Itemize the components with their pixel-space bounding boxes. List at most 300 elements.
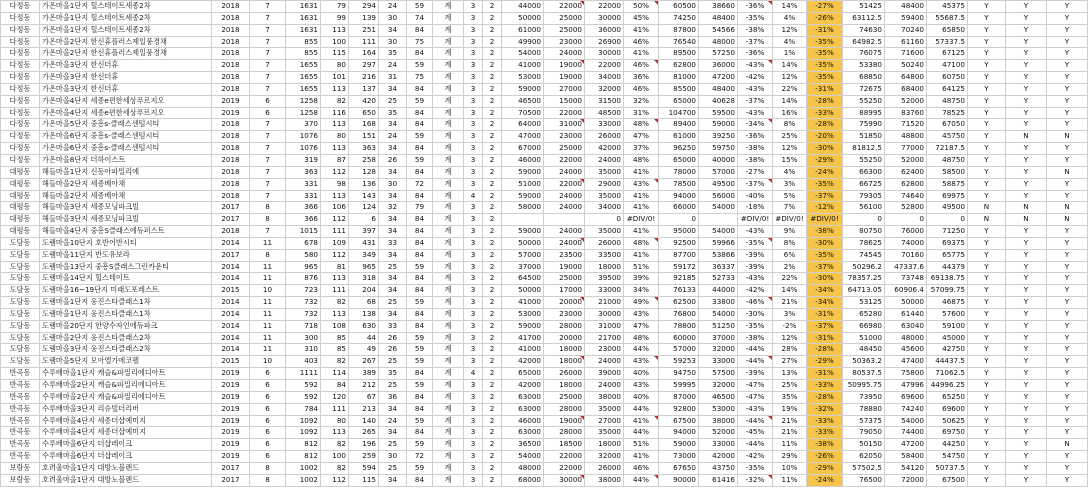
grid-cell[interactable]: 2014 [212, 344, 250, 356]
grid-cell[interactable]: -35% [807, 60, 843, 72]
grid-cell[interactable]: 22000 [544, 178, 585, 190]
grid-cell[interactable]: 2014 [212, 297, 250, 309]
grid-cell[interactable]: 104700 [659, 107, 699, 119]
grid-cell[interactable]: -43% [738, 60, 773, 72]
grid-cell[interactable]: Y [968, 249, 1006, 261]
grid-cell[interactable]: 6 [250, 427, 286, 439]
grid-cell[interactable]: 36000 [585, 24, 624, 36]
grid-cell[interactable]: 다정동 [1, 1, 40, 13]
grid-cell[interactable]: 59000 [699, 119, 738, 131]
grid-cell[interactable]: 30 [379, 12, 407, 24]
grid-cell[interactable]: 78625 [843, 237, 885, 249]
grid-cell[interactable]: -37% [738, 95, 773, 107]
grid-cell[interactable]: 78880 [843, 403, 885, 415]
grid-cell[interactable]: 64500 [502, 273, 544, 285]
grid-cell[interactable]: 3 [464, 249, 483, 261]
grid-cell[interactable]: 수루배마을3단지 리슈빌더리버 [40, 403, 212, 415]
grid-cell[interactable]: 112 [321, 249, 349, 261]
grid-cell[interactable]: 계 [433, 24, 464, 36]
grid-cell[interactable]: 34 [379, 308, 407, 320]
grid-cell[interactable]: N [968, 202, 1006, 214]
grid-cell[interactable]: 계 [433, 474, 464, 486]
grid-cell[interactable]: 128 [349, 166, 379, 178]
grid-cell[interactable]: -36% [738, 1, 773, 13]
grid-cell[interactable]: 48750 [927, 154, 968, 166]
grid-cell[interactable]: 397 [349, 226, 379, 238]
grid-cell[interactable]: 41% [624, 166, 659, 178]
grid-cell[interactable]: 반곡동 [1, 380, 40, 392]
grid-cell[interactable]: 46% [624, 60, 659, 72]
grid-cell[interactable]: 1258 [286, 95, 321, 107]
grid-cell[interactable]: 25 [379, 95, 407, 107]
grid-cell[interactable]: 59 [407, 261, 433, 273]
grid-cell[interactable]: 65850 [927, 24, 968, 36]
grid-cell[interactable]: 57000 [502, 249, 544, 261]
grid-cell[interactable]: 7 [250, 154, 286, 166]
grid-cell[interactable]: Y [1006, 48, 1047, 60]
grid-cell[interactable]: 50363.2 [843, 356, 885, 368]
grid-cell[interactable]: -31% [807, 368, 843, 380]
grid-cell[interactable]: 31000 [544, 119, 585, 131]
grid-cell[interactable]: 63000 [502, 391, 544, 403]
grid-cell[interactable]: 81 [321, 261, 349, 273]
grid-cell[interactable]: 35000 [585, 166, 624, 178]
grid-cell[interactable]: 18000 [585, 439, 624, 451]
grid-cell[interactable]: 84 [407, 308, 433, 320]
grid-cell[interactable]: 84 [407, 285, 433, 297]
grid-cell[interactable]: 8% [773, 119, 807, 131]
grid-cell[interactable]: 10 [250, 356, 286, 368]
grid-cell[interactable]: 44% [624, 427, 659, 439]
grid-cell[interactable]: 20000 [544, 332, 585, 344]
grid-cell[interactable]: 21% [773, 297, 807, 309]
grid-cell[interactable]: 113 [321, 273, 349, 285]
grid-cell[interactable]: 46% [624, 36, 659, 48]
grid-cell[interactable]: 258 [349, 154, 379, 166]
grid-cell[interactable]: 2018 [212, 166, 250, 178]
grid-cell[interactable]: 84 [407, 474, 433, 486]
grid-cell[interactable]: 62800 [659, 60, 699, 72]
grid-cell[interactable]: Y [968, 131, 1006, 143]
grid-cell[interactable]: 11 [250, 261, 286, 273]
grid-cell[interactable]: 17000 [544, 285, 585, 297]
grid-cell[interactable]: 79305 [843, 190, 885, 202]
grid-cell[interactable]: Y [1047, 48, 1088, 60]
grid-cell[interactable]: 54000 [502, 48, 544, 60]
grid-cell[interactable]: 1092 [286, 415, 321, 427]
grid-cell[interactable]: -2% [773, 320, 807, 332]
grid-cell[interactable]: 370 [286, 119, 321, 131]
grid-cell[interactable]: -28% [807, 119, 843, 131]
grid-cell[interactable]: 85 [321, 344, 349, 356]
grid-cell[interactable]: 41000 [502, 297, 544, 309]
grid-cell[interactable]: -43% [738, 83, 773, 95]
grid-cell[interactable]: 45600 [885, 344, 927, 356]
grid-cell[interactable]: 46000 [502, 154, 544, 166]
grid-cell[interactable]: 계 [433, 273, 464, 285]
grid-cell[interactable]: 계 [433, 356, 464, 368]
grid-cell[interactable]: 3 [464, 356, 483, 368]
grid-cell[interactable]: 47000 [502, 131, 544, 143]
grid-cell[interactable]: 2 [483, 344, 502, 356]
grid-cell[interactable]: 18500 [544, 439, 585, 451]
grid-cell[interactable]: 26000 [585, 462, 624, 474]
grid-cell[interactable]: 19000 [544, 261, 585, 273]
grid-cell[interactable]: -26% [807, 12, 843, 24]
grid-cell[interactable]: 53866 [699, 249, 738, 261]
grid-cell[interactable]: 2018 [212, 131, 250, 143]
grid-cell[interactable]: 2015 [212, 356, 250, 368]
grid-cell[interactable]: 115 [321, 48, 349, 60]
grid-cell[interactable]: 41700 [502, 332, 544, 344]
grid-cell[interactable]: 267 [349, 356, 379, 368]
grid-cell[interactable]: -29% [807, 356, 843, 368]
grid-cell[interactable]: 50150 [843, 439, 885, 451]
grid-cell[interactable]: Y [1006, 190, 1047, 202]
grid-cell[interactable]: 24 [379, 1, 407, 13]
grid-cell[interactable]: 2014 [212, 308, 250, 320]
grid-cell[interactable]: Y [1047, 451, 1088, 463]
grid-cell[interactable]: 23000 [544, 131, 585, 143]
grid-cell[interactable]: 69750 [927, 427, 968, 439]
grid-cell[interactable]: 48% [624, 119, 659, 131]
grid-cell[interactable]: 24000 [544, 237, 585, 249]
grid-cell[interactable]: 38000 [585, 391, 624, 403]
grid-cell[interactable]: 78500 [659, 178, 699, 190]
grid-cell[interactable]: 42000 [502, 356, 544, 368]
grid-cell[interactable]: 36337 [699, 261, 738, 273]
grid-cell[interactable]: 18000 [585, 261, 624, 273]
grid-cell[interactable]: 32000 [585, 83, 624, 95]
grid-cell[interactable]: 대평동 [1, 190, 40, 202]
grid-cell[interactable]: 19000 [544, 72, 585, 84]
grid-cell[interactable]: 3 [464, 226, 483, 238]
grid-cell[interactable]: 계 [433, 451, 464, 463]
grid-cell[interactable]: 2018 [212, 24, 250, 36]
grid-cell[interactable]: 수루배마을4단지 세종더샵예미지 [40, 415, 212, 427]
grid-cell[interactable]: 보람동 [1, 474, 40, 486]
grid-cell[interactable]: 보람동 [1, 462, 40, 474]
grid-cell[interactable]: Y [968, 332, 1006, 344]
grid-cell[interactable]: 99 [321, 12, 349, 24]
grid-cell[interactable]: 3 [464, 451, 483, 463]
grid-cell[interactable]: Y [968, 95, 1006, 107]
grid-cell[interactable]: 59 [407, 297, 433, 309]
grid-cell[interactable]: 33 [379, 237, 407, 249]
grid-cell[interactable]: 59500 [699, 107, 738, 119]
grid-cell[interactable]: 0 [585, 214, 624, 226]
grid-cell[interactable]: 79050 [843, 427, 885, 439]
grid-cell[interactable]: 18000 [544, 356, 585, 368]
grid-cell[interactable]: 2 [483, 143, 502, 155]
grid-cell[interactable]: 2 [483, 391, 502, 403]
grid-cell[interactable]: 48000 [699, 36, 738, 48]
grid-cell[interactable]: 87000 [659, 391, 699, 403]
grid-cell[interactable]: Y [1047, 427, 1088, 439]
grid-cell[interactable]: 1655 [286, 72, 321, 84]
grid-cell[interactable]: 38000 [585, 474, 624, 486]
grid-cell[interactable]: 50240 [885, 60, 927, 72]
grid-cell[interactable]: 26000 [585, 131, 624, 143]
grid-cell[interactable]: 2017 [212, 249, 250, 261]
grid-cell[interactable]: 2019 [212, 439, 250, 451]
grid-cell[interactable]: Y [968, 1, 1006, 13]
grid-cell[interactable]: 32000 [699, 380, 738, 392]
grid-cell[interactable]: 46000 [502, 415, 544, 427]
grid-cell[interactable]: 23000 [544, 308, 585, 320]
grid-cell[interactable]: -43% [738, 107, 773, 119]
grid-cell[interactable]: 24000 [544, 190, 585, 202]
grid-cell[interactable]: -20% [807, 131, 843, 143]
grid-cell[interactable]: 113 [321, 427, 349, 439]
grid-cell[interactable]: 31000 [585, 320, 624, 332]
grid-cell[interactable]: 76075 [843, 48, 885, 60]
grid-cell[interactable]: 8 [250, 214, 286, 226]
grid-cell[interactable]: 2 [483, 83, 502, 95]
grid-cell[interactable]: 36 [379, 391, 407, 403]
grid-cell[interactable]: Y [1006, 178, 1047, 190]
grid-cell[interactable]: Y [1006, 83, 1047, 95]
grid-cell[interactable]: 27000 [544, 83, 585, 95]
grid-cell[interactable]: 3 [464, 107, 483, 119]
grid-cell[interactable]: 8 [250, 474, 286, 486]
grid-cell[interactable]: 62800 [885, 178, 927, 190]
grid-cell[interactable]: 2 [483, 178, 502, 190]
grid-cell[interactable]: 계 [433, 308, 464, 320]
grid-cell[interactable]: 44437.5 [927, 356, 968, 368]
grid-cell[interactable]: 16% [773, 107, 807, 119]
grid-cell[interactable]: 32000 [585, 451, 624, 463]
grid-cell[interactable]: 70500 [502, 107, 544, 119]
grid-cell[interactable]: 67050 [927, 119, 968, 131]
grid-cell[interactable]: Y [1047, 356, 1088, 368]
grid-cell[interactable]: 51000 [843, 332, 885, 344]
grid-cell[interactable]: 2018 [212, 83, 250, 95]
grid-cell[interactable]: 7 [250, 166, 286, 178]
grid-cell[interactable]: 33000 [699, 356, 738, 368]
grid-cell[interactable]: 52000 [885, 154, 927, 166]
grid-cell[interactable]: 52800 [885, 202, 927, 214]
grid-cell[interactable]: 8 [250, 462, 286, 474]
grid-cell[interactable]: 265 [349, 427, 379, 439]
grid-cell[interactable]: Y [1006, 320, 1047, 332]
grid-cell[interactable]: 84 [407, 190, 433, 202]
grid-cell[interactable]: 26900 [585, 36, 624, 48]
grid-cell[interactable]: 34 [379, 273, 407, 285]
grid-cell[interactable]: 11 [250, 297, 286, 309]
grid-cell[interactable]: -24% [807, 474, 843, 486]
grid-cell[interactable]: 2018 [212, 1, 250, 13]
grid-cell[interactable]: 37000 [699, 332, 738, 344]
grid-cell[interactable]: 35000 [585, 403, 624, 415]
grid-cell[interactable]: 111 [321, 285, 349, 297]
grid-cell[interactable]: 3 [464, 237, 483, 249]
grid-cell[interactable]: 가온마을1단지 힐스테이트세종2차 [40, 12, 212, 24]
grid-cell[interactable]: 대평동 [1, 202, 40, 214]
grid-cell[interactable]: 72187.5 [927, 143, 968, 155]
grid-cell[interactable]: -37% [807, 261, 843, 273]
grid-cell[interactable]: 59000 [502, 190, 544, 202]
grid-cell[interactable]: 도담동 [1, 320, 40, 332]
grid-cell[interactable]: 대평동 [1, 166, 40, 178]
grid-cell[interactable]: 2 [483, 12, 502, 24]
grid-cell[interactable]: 78357.25 [843, 273, 885, 285]
grid-cell[interactable]: #DIV/0! [807, 214, 843, 226]
grid-cell[interactable]: 151 [349, 131, 379, 143]
grid-cell[interactable]: Y [1006, 24, 1047, 36]
grid-cell[interactable]: 가온마을6단지 중흥s-클래스센텀시티 [40, 143, 212, 155]
grid-cell[interactable]: 2 [483, 36, 502, 48]
grid-cell[interactable]: 48400 [699, 12, 738, 24]
grid-cell[interactable]: -44% [738, 356, 773, 368]
grid-cell[interactable]: 92800 [659, 403, 699, 415]
grid-cell[interactable]: 34 [379, 143, 407, 155]
grid-cell[interactable]: 71520 [885, 119, 927, 131]
grid-cell[interactable]: 43% [624, 356, 659, 368]
grid-cell[interactable]: 25000 [544, 273, 585, 285]
grid-cell[interactable]: 도램마을20단지 한양수자인에듀파크 [40, 320, 212, 332]
grid-cell[interactable]: 다정동 [1, 83, 40, 95]
grid-cell[interactable]: Y [968, 24, 1006, 36]
grid-cell[interactable]: 74240 [885, 403, 927, 415]
grid-cell[interactable]: Y [1006, 237, 1047, 249]
grid-cell[interactable]: 7 [250, 190, 286, 202]
grid-cell[interactable]: -27% [807, 1, 843, 13]
grid-cell[interactable]: Y [1006, 143, 1047, 155]
grid-cell[interactable]: 40628 [699, 95, 738, 107]
grid-cell[interactable]: 678 [286, 237, 321, 249]
grid-cell[interactable]: 80750 [843, 226, 885, 238]
grid-cell[interactable]: 58000 [502, 202, 544, 214]
grid-cell[interactable]: 22000 [544, 451, 585, 463]
grid-cell[interactable]: 138 [349, 308, 379, 320]
grid-cell[interactable]: 84 [407, 166, 433, 178]
grid-cell[interactable]: 10% [773, 462, 807, 474]
grid-cell[interactable]: 84 [407, 320, 433, 332]
grid-cell[interactable]: 54120 [885, 462, 927, 474]
grid-cell[interactable]: Y [1006, 249, 1047, 261]
grid-cell[interactable]: 54000 [699, 226, 738, 238]
grid-cell[interactable]: 4 [464, 190, 483, 202]
grid-cell[interactable]: 39000 [585, 368, 624, 380]
grid-cell[interactable]: Y [1047, 285, 1088, 297]
grid-cell[interactable]: 76540 [659, 36, 699, 48]
grid-cell[interactable]: Y [1006, 451, 1047, 463]
grid-cell[interactable]: 84 [407, 237, 433, 249]
grid-cell[interactable]: -28% [807, 344, 843, 356]
grid-cell[interactable]: 84 [407, 391, 433, 403]
grid-cell[interactable]: 59000 [502, 83, 544, 95]
grid-cell[interactable]: 54000 [885, 415, 927, 427]
grid-cell[interactable]: Y [968, 439, 1006, 451]
grid-cell[interactable]: 363 [286, 166, 321, 178]
grid-cell[interactable]: Y [968, 190, 1006, 202]
grid-cell[interactable]: 35 [379, 368, 407, 380]
grid-cell[interactable]: 30000 [585, 48, 624, 60]
grid-cell[interactable]: -42% [738, 72, 773, 84]
grid-cell[interactable]: Y [1047, 344, 1088, 356]
grid-cell[interactable]: 54000 [699, 202, 738, 214]
grid-cell[interactable]: 51000 [502, 178, 544, 190]
grid-cell[interactable]: 56000 [699, 190, 738, 202]
grid-cell[interactable]: 계 [433, 403, 464, 415]
grid-cell[interactable]: 42750 [927, 344, 968, 356]
grid-cell[interactable]: 계 [433, 154, 464, 166]
grid-cell[interactable]: 다정동 [1, 107, 40, 119]
grid-cell[interactable]: 592 [286, 380, 321, 392]
grid-cell[interactable]: 59 [407, 415, 433, 427]
grid-cell[interactable]: 2017 [212, 474, 250, 486]
grid-cell[interactable]: 44000 [502, 1, 544, 13]
grid-cell[interactable]: 6 [250, 403, 286, 415]
grid-cell[interactable]: 39250 [699, 131, 738, 143]
grid-cell[interactable]: Y [968, 344, 1006, 356]
grid-cell[interactable]: 45375 [927, 1, 968, 13]
grid-cell[interactable]: 계 [433, 427, 464, 439]
grid-cell[interactable]: 65775 [927, 249, 968, 261]
grid-cell[interactable]: 84 [407, 119, 433, 131]
grid-cell[interactable]: N [1047, 131, 1088, 143]
grid-cell[interactable] [544, 214, 585, 226]
grid-cell[interactable]: 1258 [286, 107, 321, 119]
grid-cell[interactable]: Y [1047, 415, 1088, 427]
grid-cell[interactable]: 76500 [843, 474, 885, 486]
grid-cell[interactable]: 89500 [659, 48, 699, 60]
grid-cell[interactable]: 2 [483, 368, 502, 380]
grid-cell[interactable]: 다정동 [1, 72, 40, 84]
grid-cell[interactable]: -38% [738, 154, 773, 166]
grid-cell[interactable]: Y [1006, 308, 1047, 320]
grid-cell[interactable]: 76800 [659, 308, 699, 320]
grid-cell[interactable]: Y [1047, 60, 1088, 72]
grid-cell[interactable]: -33% [807, 380, 843, 392]
grid-cell[interactable]: 84 [407, 249, 433, 261]
grid-cell[interactable]: Y [1006, 474, 1047, 486]
grid-cell[interactable]: Y [1047, 474, 1088, 486]
grid-cell[interactable]: 40000 [699, 154, 738, 166]
grid-cell[interactable]: 26 [379, 344, 407, 356]
grid-cell[interactable]: 22000 [585, 1, 624, 13]
grid-cell[interactable]: 계 [433, 226, 464, 238]
grid-cell[interactable]: 60500 [659, 1, 699, 13]
grid-cell[interactable]: 40% [624, 368, 659, 380]
grid-cell[interactable]: 213 [349, 403, 379, 415]
grid-cell[interactable]: 65000 [502, 368, 544, 380]
grid-cell[interactable]: 다정동 [1, 131, 40, 143]
grid-cell[interactable]: 계 [433, 391, 464, 403]
grid-cell[interactable]: 23500 [544, 249, 585, 261]
grid-cell[interactable]: 3 [464, 415, 483, 427]
grid-cell[interactable]: 113 [321, 143, 349, 155]
grid-cell[interactable]: -30% [807, 143, 843, 155]
grid-cell[interactable]: 2 [483, 356, 502, 368]
grid-cell[interactable]: 49% [624, 297, 659, 309]
grid-cell[interactable]: 도램마을11단지 반도유보라 [40, 249, 212, 261]
grid-cell[interactable]: 수루배마을6단지 더샵레이크 [40, 439, 212, 451]
grid-cell[interactable]: 3 [464, 285, 483, 297]
grid-cell[interactable]: -33% [807, 107, 843, 119]
grid-cell[interactable]: 310 [286, 344, 321, 356]
grid-cell[interactable]: 80 [321, 60, 349, 72]
grid-cell[interactable]: 도담동 [1, 344, 40, 356]
grid-cell[interactable]: 7 [250, 60, 286, 72]
grid-cell[interactable]: 1% [773, 48, 807, 60]
grid-cell[interactable]: -45% [738, 427, 773, 439]
grid-cell[interactable]: -33% [807, 427, 843, 439]
grid-cell[interactable]: 7 [250, 72, 286, 84]
grid-cell[interactable]: 46875 [927, 297, 968, 309]
grid-cell[interactable]: 3 [464, 178, 483, 190]
